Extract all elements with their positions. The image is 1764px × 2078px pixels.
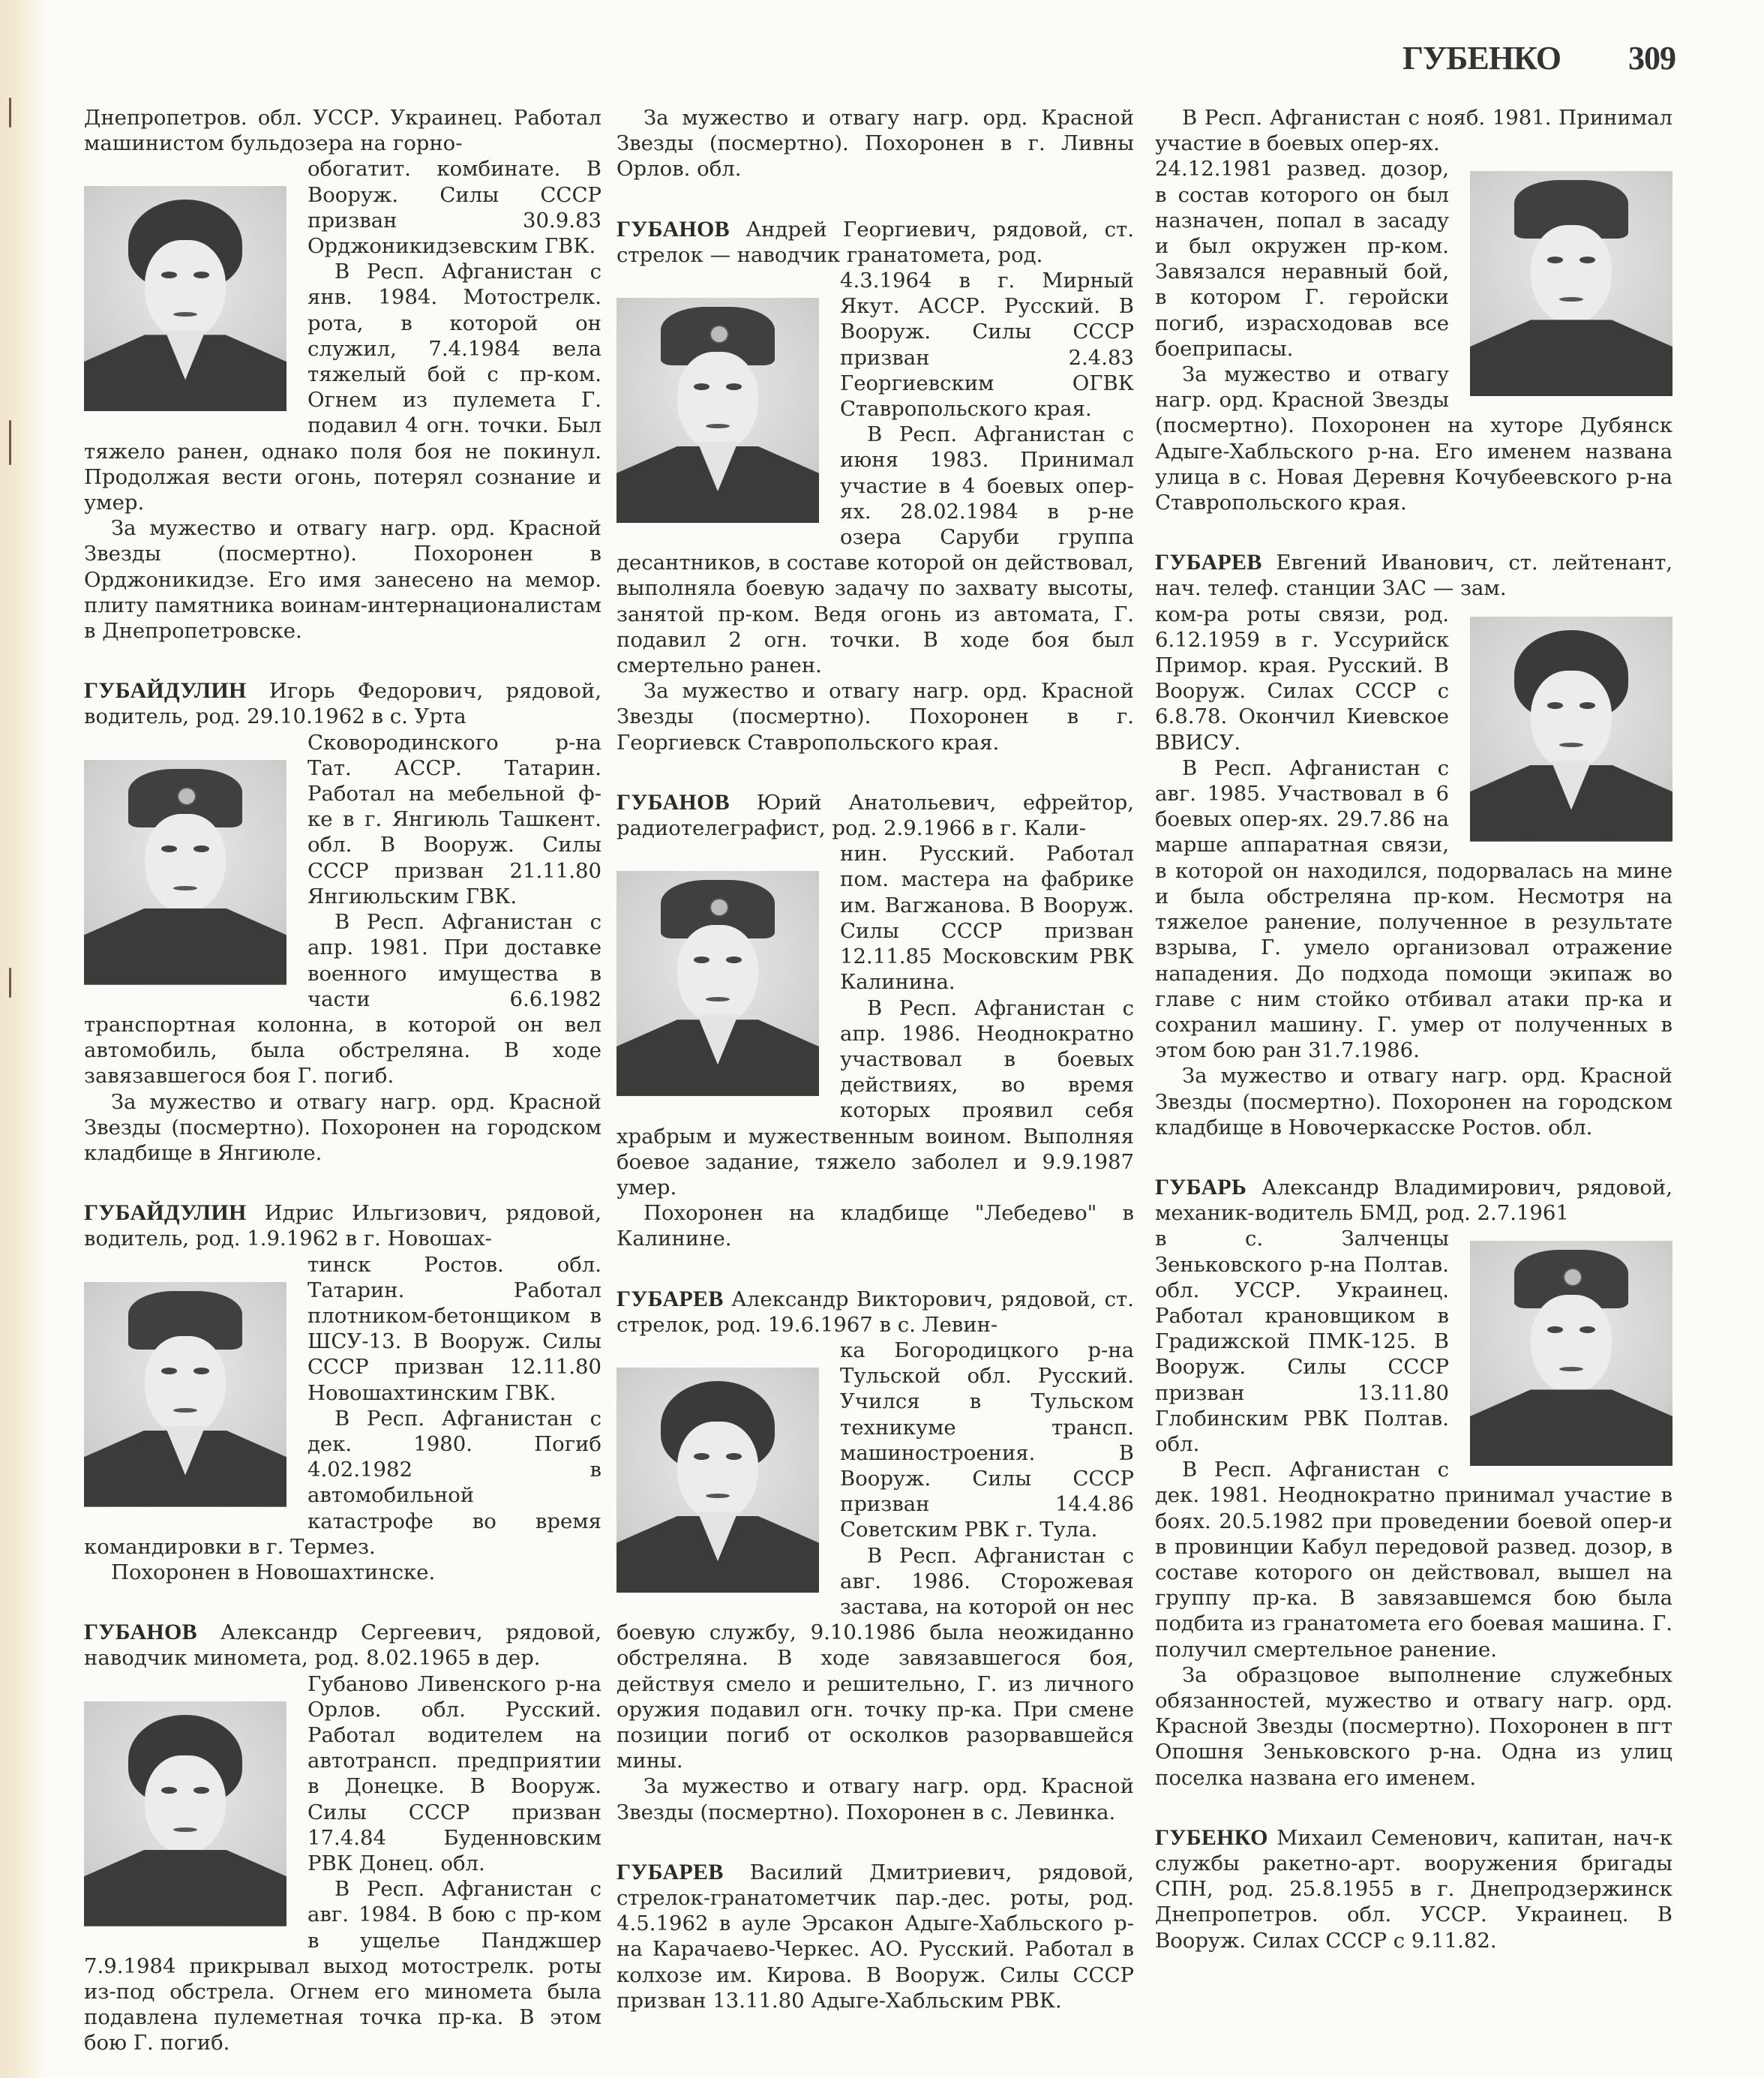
- entry-gubaidulin-idris: [84, 1200, 602, 1585]
- entry-lead: Михаил Семенович, капитан, нач-к службы ракетно-арт. вооружения бригады СПН, род. 25.8.1955 в г. Днепродзержинск Днепропетров. обл. УССР. Украинец. В Вооруж. Силах СССР с 9.11.82.: [1155, 1825, 1672, 1953]
- entry-heading: [1155, 550, 1672, 601]
- page-number: 309: [1628, 40, 1676, 77]
- entry-surname: ГУБАЙДУЛИН: [84, 1200, 247, 1226]
- entry-burial-text: Похоронен на кладбище "Лебедево" в Калинине.: [616, 1201, 1134, 1251]
- entry-award-text: За мужество и отвагу нагр. орд. Красной Звезды (посмертно). Похоронен на городском кладбище в Янгиюле.: [84, 1089, 602, 1165]
- entry-gubanov-yuri: [616, 790, 1134, 1252]
- entry-surname: ГУБАРЕВ: [1155, 550, 1262, 575]
- entry-text: В Респ. Афганистан с авг. 1984. В бою с пр-ком в ущелье Панджшер 7.9.1984 прикрывал выход мотострелк. роты из-под обстрела. Огнем его миномета была подавлена пулеметная точка пр-ка. В этом бою Г. погиб.: [84, 1877, 602, 2055]
- entry-surname: ГУБАНОВ: [616, 216, 730, 242]
- entry-lead: Александр Владимирович, рядовой, механик-водитель БМД, род. 2.7.1961: [1155, 1175, 1672, 1226]
- entry-text: 4.3.1964 в г. Мирный Якут. АССР. Русский. В Вооруж. Силы СССР призван 2.4.83 Георгиевским ОГВК Ставропольского края.: [840, 269, 1134, 422]
- portrait-photo: [1470, 617, 1672, 842]
- column-1: [84, 105, 602, 2056]
- entry-gubar-alexander: [1155, 1175, 1672, 1791]
- entry-lead: Александр Викторович, рядовой, ст. стрелок, род. 19.6.1967 в с. Левин-: [616, 1287, 1134, 1337]
- entry-heading: [84, 1620, 602, 1671]
- entry-lead: Юрий Анатольевич, ефрейтор, радиотелеграфист, род. 2.9.1966 в г. Кали-: [616, 790, 1134, 841]
- entry-surname: ГУБАРЬ: [1155, 1174, 1247, 1200]
- portrait-photo: [616, 298, 819, 523]
- entry-surname: ГУБАНОВ: [616, 789, 730, 815]
- entry-award-text: За мужество и отвагу нагр. орд. Красной Звезды (посмертно). Похоронен в с. Левинка.: [616, 1774, 1134, 1824]
- entry-surname: ГУБАНОВ: [84, 1620, 197, 1645]
- entry-continuation: [84, 105, 602, 644]
- entry-gubarev-alexander: [616, 1287, 1134, 1825]
- entry-surname: ГУБАРЕВ: [616, 1859, 724, 1884]
- entry-burial-text: Похоронен в Новошахтинске.: [111, 1560, 436, 1584]
- portrait-photo: [84, 1282, 286, 1507]
- book-spine-edge: [0, 0, 45, 2078]
- entry-award-text: За мужество и отвагу нагр. орд. Красной Звезды (посмертно). Похоронен в Орджоникидзе. Его имя занесено на мемор. плиту памятника воинам-интернационалистам в Днепропетровске.: [84, 516, 602, 644]
- portrait-photo: [616, 871, 819, 1096]
- entry-gubenko-mikhail: [1155, 1825, 1672, 1953]
- entry-gubanov-andrei: [616, 217, 1134, 755]
- spine-mark: [9, 968, 11, 998]
- entry-text: ком-ра роты связи, род. 6.12.1959 в г. Уссурийск Примор. края. Русский. В Вооруж. Силах СССР с 6.8.78. Окончил Киевское ВВИСУ.: [1155, 602, 1449, 755]
- entry-heading: [1155, 1175, 1672, 1226]
- entry-text: ка Богородицкого р-на Тульской обл. Русский. Учился в Тульском техникуме трансп. машиностроения. В Вооруж. Силы СССР призван 14.4.86 Советским РВК г. Тула.: [840, 1338, 1134, 1542]
- entry-lead: Евгений Иванович, ст. лейтенант, нач. телеф. станции ЗАС — зам.: [1155, 551, 1672, 601]
- entry-surname: ГУБЕНКО: [1155, 1824, 1268, 1850]
- entry-text: В Респ. Афганистан с июня 1983. Принимал участие в 4 боевых опер-ях. 28.02.1984 в р-не озера Саруби группа десантников, в составе которой он действовал, выполняла боевую задачу по захвату высоты, занятой пр-ком. Ведя огонь из автомата, Г. подавил 2 огн. точки. В ходе боя был смертельно ранен.: [616, 422, 1134, 678]
- entry-continuation: [1155, 105, 1672, 515]
- entry-award-text: За мужество и отвагу нагр. орд. Красной Звезды (посмертно). Похоронен в г. Ливны Орлов. обл.: [616, 106, 1134, 182]
- entry-award-text: За образцовое выполнение служебных обязанностей, мужество и отвагу нагр. орд. Красной Звезды (посмертно). Похоронен в пгт Опошня Зеньковского р-на. Одна из улиц поселка названа его именем.: [1155, 1662, 1672, 1790]
- entry-award-text: За мужество и отвагу нагр. орд. Красной Звезды (посмертно). Похоронен на городском кладбище в Новочеркасске Ростов. обл.: [1155, 1064, 1672, 1140]
- entry-text: в с. Залченцы Зеньковского р-на Полтав. обл. УССР. Украинец. Работал крановщиком в Градижской ПМК-125. В Вооруж. Силы СССР призван 13.11.80 Глобинским РВК Полтав. обл.: [1155, 1227, 1449, 1456]
- entry-text: В Респ. Афганистан с дек. 1980. Погиб 4.02.1982 в автомобильной катастрофе во время командировки в г. Термез.: [84, 1406, 602, 1559]
- entry-heading: [84, 678, 602, 729]
- portrait-photo: [616, 1368, 819, 1593]
- portrait-photo: [1470, 1241, 1672, 1466]
- entry-text: В Респ. Афганистан с авг. 1986. Сторожевая застава, на которой он нес боевую службу, 9.10.1986 была неожиданно обстреляна. В ходе завязавшегося боя, действуя смело и решительно, Г. из личного оружия подавил огн. точку пр-ка. При смене позиции погиб от осколков разорвавшейся мины.: [616, 1543, 1134, 1773]
- portrait-photo: [84, 1701, 286, 1926]
- entry-text: В Респ. Афганистан с дек. 1981. Неоднократно принимал участие в боях. 20.5.1982 при проведении боевой опер-и в провинции Кабул передовой развед. дозор, в составе которого он действовал, вышел на группу пр-ка. В завязавшемся бою была подбита из гранатомета его боевая машина. Г. получил смертельное ранение.: [1155, 1458, 1672, 1662]
- entry-heading: [84, 1200, 602, 1251]
- portrait-photo: [84, 760, 286, 985]
- spine-mark: [9, 420, 11, 465]
- portrait-photo: [84, 186, 286, 411]
- entry-lead: Василий Дмитриевич, рядовой, стрелок-гранатометчик пар.-дес. роты, род. 4.5.1962 в ауле Эрсакон Адыге-Хабльского р-на Карачаево-Черкес. АО. Русский. Работал в колхозе им. Кирова. В Вооруж. Силы СССР призван 13.11.80 Адыге-Хабльским РВК.: [616, 1860, 1134, 2013]
- entry-lead: Александр Сергеевич, рядовой, наводчик минометa, род. 8.02.1965 в дер.: [84, 1620, 602, 1671]
- entry-award-text: За мужество и отвагу нагр. орд. Красной Звезды (посмертно). Похоронен в г. Георгиевск Ставропольского края.: [616, 679, 1134, 755]
- entry-award-text: За мужество и отвагу нагр. орд. Красной Звезды (посмертно). Похоронен на хуторе Дубянск Адыге-Хабльского р-на. Его именем названа улица в с. Новая Деревня Кочубеевского р-на Ставропольского края.: [1155, 362, 1672, 515]
- running-title: ГУБЕНКО: [1402, 40, 1561, 77]
- entry-text: нин. Русский. Работал пом. мастера на фабрике им. Вагжанова. В Вооруж. Силы СССР призван 12.11.85 Московским РВК Калинина.: [840, 842, 1134, 995]
- entry-heading: [1155, 1825, 1672, 1953]
- spine-mark: [9, 98, 11, 128]
- entry-text: В Респ. Афганистан с апр. 1986. Неоднократно участвовал в боевых действиях, во время которых проявил себя храбрым и мужественным воином. Выполняя боевое задание, тяжело заболел и 9.9.1987 умер.: [616, 995, 1134, 1200]
- entry-lead: Андрей Георгиевич, рядовой, ст. стрелок — наводчик гранатомета, род.: [616, 217, 1134, 267]
- entry-continuation: [616, 105, 1134, 182]
- entry-surname: ГУБАРЕВ: [616, 1286, 724, 1311]
- entry-heading: [616, 217, 1134, 268]
- entry-gubanov-alexander: [84, 1620, 602, 2055]
- entry-text: В Респ. Афганистан с нояб. 1981. Принимал участие в боевых опер-ях.: [1155, 106, 1672, 156]
- entry-text: В Респ. Афганистан с янв. 1984. Мотострелк. рота, в которой он служил, 7.4.1984 вела тяжелый бой с пр-ком. Огнем из пулемета Г. подавил 4 огн. точки. Был тяжело ранен, однако поля боя не покинул. Продолжая вести огонь, потерял сознание и умер.: [84, 260, 602, 515]
- entry-text: В Респ. Афганистан с авг. 1985. Участвовал в 6 боевых опер-ях. 29.7.86 на марше аппаратная связи, в которой он находился, подорвалась на мине и была обстреляна пр-ком. Несмотря на тяжелое ранение, полученное в результате взрыва, Г. умело организовал отражение нападения. До подхода помощи экипаж во главе с ним стойко отбивал атаки пр-ка и сохранил машину. Г. умер от полученных в этом бою ран 31.7.1986.: [1155, 755, 1672, 1063]
- column-3: [1155, 105, 1672, 1953]
- running-head: [1402, 39, 1676, 77]
- entry-gubarev-evgeny: [1155, 550, 1672, 1140]
- entry-text: тинск Ростов. обл. Татарин. Работал плотником-бетонщиком в ШСУ-13. В Вооруж. Силы СССР призван 12.11.80 Новошахтинским ГВК.: [308, 1252, 602, 1405]
- entry-heading: [616, 1860, 1134, 2013]
- entry-gubaidulin-igor: [84, 678, 602, 1166]
- portrait-photo: [1470, 171, 1672, 396]
- entry-gubarev-vasily: [616, 1860, 1134, 2013]
- entry-text: обогатит. комбинате. В Вооруж. Силы СССР призван 30.9.83 Орджоникидзевским ГВК.: [308, 157, 602, 259]
- entry-text: Губаново Ливенского р-на Орлов. обл. Русский. Работал водителем на автотрансп. предприятии в Донецке. В Вооруж. Силы СССР призван 17.4.84 Буденновским РВК Донец. обл.: [308, 1671, 602, 1875]
- entry-heading: [616, 1287, 1134, 1338]
- entry-surname: ГУБАЙДУЛИН: [84, 678, 247, 704]
- entry-heading: [616, 790, 1134, 841]
- entry-lead: Игорь Федорович, рядовой, водитель, род. 29.10.1962 в с. Урта: [84, 679, 602, 729]
- entry-text: Сковородинского р-на Тат. АССР. Татарин. Работал на мебельной ф-ке в г. Янгиюль Ташкент. обл. В Вооруж. Силы СССР призван 21.11.80 Янгиюльским ГВК.: [308, 730, 602, 908]
- entry-text: Днепропетров. обл. УССР. Украинец. Работал машинистом бульдозера на горно-: [84, 106, 602, 156]
- entry-text: 24.12.1981 развед. дозор, в состав которого он был назначен, попал в засаду и был окружен пр-ком. Завязался неравный бой, в котором Г. геройски погиб, израсходовав все боеприпасы.: [1155, 157, 1449, 361]
- entry-lead: Идрис Ильгизович, рядовой, водитель, род. 1.9.1962 в г. Новошах-: [84, 1201, 602, 1251]
- column-2: [616, 105, 1134, 2013]
- entry-text: В Респ. Афганистан с апр. 1981. При доставке военного имущества в части 6.6.1982 транспортная колонна, в которой он вел автомобиль, была обстреляна. В ходе завязавшегося боя Г. погиб.: [84, 910, 602, 1089]
